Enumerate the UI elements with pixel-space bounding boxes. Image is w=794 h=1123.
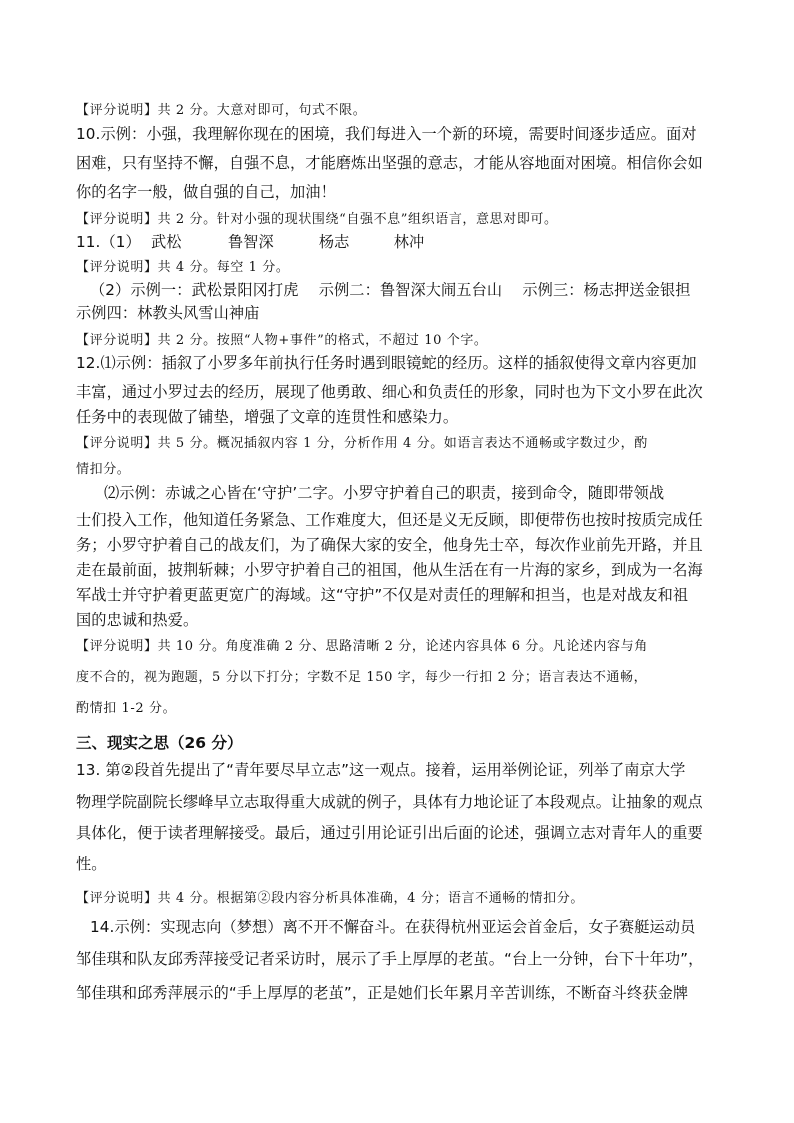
answer-q11-part1 <box>76 231 424 252</box>
answer-q12-2-line2: 士们投入工作，他知道任务紧急、工作难度大，但还是义无反顾，即便带伤也按时按质完成任 <box>76 511 703 529</box>
scoring-note-q13: 【评分说明】共 4 分。根据第②段内容分析具体准确，4 分；语言不通畅的情扣分。 <box>76 891 584 906</box>
answer-q12-2-line3: 务；小罗守护着自己的战友们，为了确保大家的安全，他身先士卒，每次作业前先开路，并且 <box>76 536 703 554</box>
q11-number: 11.（1） <box>76 233 141 251</box>
scoring-note-q10: 【评分说明】共 2 分。针对小强的现状围绕“自强不息”组织语言，意思对即可。 <box>76 212 558 227</box>
section-heading-3: 三、现实之思（26 分） <box>76 734 243 752</box>
answer-q11-part2-line2: 示例四：林教头风雪山神庙 <box>76 304 260 322</box>
q11-answer-2: 鲁智深 <box>227 233 274 251</box>
answer-q12-2-line5: 军战士并守护着更蓝更宽广的海域。这“守护”不仅是对责任的理解和担当，也是对战友和祖 <box>76 586 689 604</box>
q11-answer-4: 林冲 <box>393 233 425 251</box>
answer-q13-line2: 物理学院副院长缪峰早立志取得重大成就的例子，具体有力地论证了本段观点。让抽象的观点 <box>76 793 703 811</box>
answer-q12-1-line2: 丰富，通过小罗过去的经历，展现了他勇敢、细心和负责任的形象，同时也为下文小罗在此次 <box>76 383 703 401</box>
answer-q10-line1: 10.示例：小强，我理解你现在的困境，我们每进入一个新的环境，需要时间逐步适应。面对 <box>76 125 697 143</box>
scoring-note-q11-1: 【评分说明】共 4 分。每空 1 分。 <box>76 260 290 275</box>
answer-q12-1-line1: 12.⑴示例：插叙了小罗多年前执行任务时遇到眼镜蛇的经历。这样的插叙使得文章内容更加 <box>76 354 697 372</box>
scoring-note-q11-2: 【评分说明】共 2 分。按照“人物+事件”的格式，不超过 10 个字。 <box>76 333 488 348</box>
scoring-note-q12-2-line3: 酌情扣 1-2 分。 <box>76 701 177 716</box>
answer-q14-line2: 邹佳琪和队友邱秀萍接受记者采访时，展示了手上厚厚的老茧。“台上一分钟，台下十年功”， <box>76 950 704 968</box>
answer-q13-line3: 具体化，便于读者理解接受。最后，通过引用论证引出后面的论述，强调立志对青年人的重要 <box>76 824 703 842</box>
answer-q12-2-line1: ⑵示例：赤诚之心皆在‘守护’二字。小罗守护着自己的职责，接到命令，随即带领战 <box>104 484 665 502</box>
scoring-note-q12-2-line1: 【评分说明】共 10 分。角度准确 2 分、思路清晰 2 分，论述内容具体 6 分。凡论述内容与角 <box>76 639 648 654</box>
answer-q13-line4: 性。 <box>76 855 107 873</box>
scoring-note-q12-1-line2: 情扣分。 <box>76 462 131 477</box>
answer-q12-1-line3: 任务中的表现做了铺垫，增强了文章的连贯性和感染力。 <box>76 408 459 426</box>
q11-answer-1: 武松 <box>150 233 182 251</box>
answer-q12-2-line6: 国的忠诚和热爱。 <box>76 611 199 629</box>
scoring-note-q9: 【评分说明】共 2 分。大意对即可，句式不限。 <box>76 103 367 118</box>
scoring-note-q12-1-line1: 【评分说明】共 5 分。概况插叙内容 1 分，分析作用 4 分。如语言表达不通畅或字数过少，酌 <box>76 436 648 451</box>
q11-answer-3: 杨志 <box>318 233 350 251</box>
answer-q14-line3: 邹佳琪和邱秀萍展示的“手上厚厚的老茧”，正是她们长年累月辛苦训练，不断奋斗终获金牌 <box>76 984 689 1002</box>
scoring-note-q12-2-line2: 度不合的，视为跑题，5 分以下打分；字数不足 150 字，每少一行扣 2 分；语言表达不通畅， <box>76 670 648 685</box>
answer-q10-line3: 你的名字一般，做自强的自己，加油！ <box>76 183 336 201</box>
answer-q12-2-line4: 走在最前面，披荆斩棘；小罗守护着自己的祖国，他从生活在有一片海的家乡，到成为一名海 <box>76 561 703 579</box>
answer-q11-part2-line1: （2）示例一：武松景阳冈打虎 示例二：鲁智深大闹五台山 示例三：杨志押送金银担 <box>90 281 691 299</box>
answer-q10-line2: 困难，只有坚持不懈，自强不息，才能磨炼出坚强的意志，才能从容地面对困境。相信你会如 <box>76 154 703 172</box>
answer-q14-line1: 14.示例：实现志向（梦想）离不开不懈奋斗。在获得杭州亚运会首金后，女子赛艇运动员 <box>90 918 696 936</box>
answer-q13-line1: 13. 第②段首先提出了“青年要尽早立志”这一观点。接着，运用举例论证，列举了南京大学 <box>76 761 686 779</box>
